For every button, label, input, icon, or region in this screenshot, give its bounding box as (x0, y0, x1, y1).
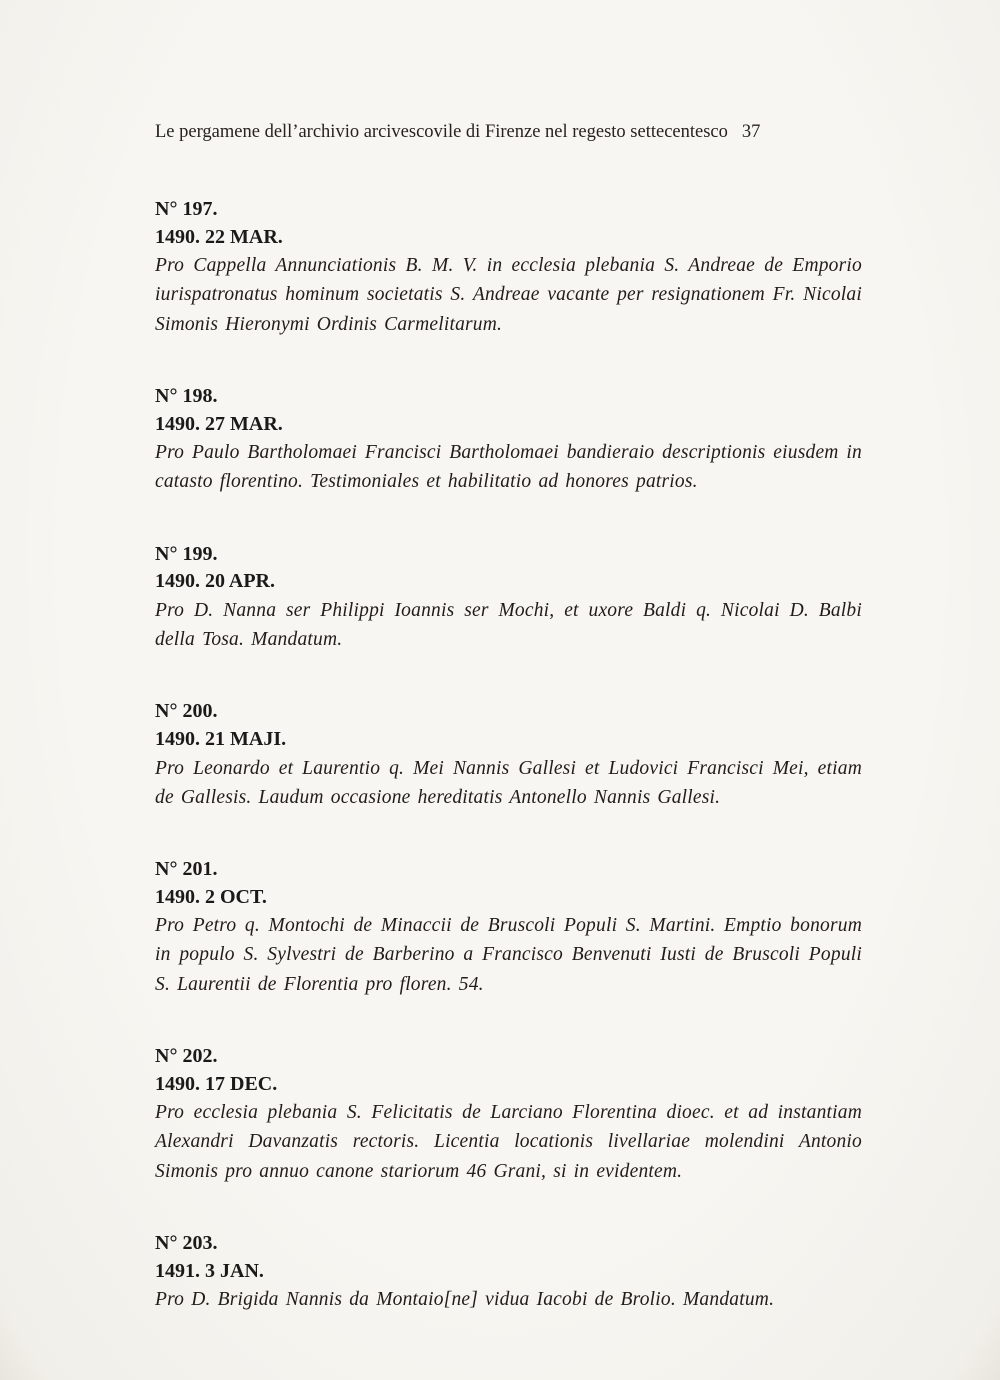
regesto-entry-199 (155, 541, 862, 655)
entry-date: 1491. 3 JAN. (155, 1259, 264, 1282)
entry-date: 1490. 20 APR. (155, 570, 275, 593)
entry-description: Pro ecclesia plebania S. Felicitatis de Larciano Florentina dioec. et ad instantiam Alexandri Davanzatis rectoris. Licentia locationis livellariae molendini Antonio Simonis pro annuo canone stariorum 46 Grani, si in evidentem. (155, 1102, 862, 1182)
running-header (155, 120, 862, 144)
entry-description: Pro Cappella Annunciationis B. M. V. in ecclesia plebania S. Andreae de Emporio iurispatronatus hominum societatis S. Andreae vacante per resignationem Fr. Nicolai Simonis Hieronymi Ordinis Carmelitarum. (155, 255, 862, 335)
entry-description: Pro Paulo Bartholomaei Francisci Bartholomaei bandieraio descriptionis eiusdem in catasto florentino. Testimoniales et habilitatio ad honores patrios. (155, 442, 862, 493)
entry-number: N° 200. (155, 700, 218, 723)
regesto-entry-197 (155, 196, 862, 339)
entry-date: 1490. 21 MAJI. (155, 727, 287, 750)
running-header-title: Le pergamene dell’archivio arcivescovile di Firenze nel regesto settecentesco (155, 122, 728, 142)
entry-number: N° 203. (155, 1231, 218, 1254)
entry-description: Pro Leonardo et Laurentio q. Mei Nannis Gallesi et Ludovici Francisci Mei, etiam de Gallesis. Laudum occasione hereditatis Antonello Nannis Gallesi. (155, 757, 862, 808)
entry-date: 1490. 17 DEC. (155, 1072, 278, 1095)
entry-number: N° 197. (155, 198, 218, 221)
entry-description: Pro D. Brigida Nannis da Montaio[ne] vidua Iacobi de Brolio. Mandatum. (155, 1289, 775, 1311)
regesto-entry-202 (155, 1043, 862, 1186)
entry-number: N° 198. (155, 384, 218, 407)
regesto-entry-203 (155, 1230, 862, 1314)
entry-date: 1490. 2 OCT. (155, 885, 267, 908)
entry-number: N° 201. (155, 858, 218, 881)
entry-description: Pro D. Nanna ser Philippi Ioannis ser Mochi, et uxore Baldi q. Nicolai D. Balbi della Tosa. Mandatum. (155, 599, 862, 651)
entry-description: Pro Petro q. Montochi de Minaccii de Bruscoli Populi S. Martini. Emptio bonorum in populo S. Sylvestri de Barberino a Francisco Benvenuti Iusti de Bruscoli Populi S. Laurentii de Florentia pro floren. 54. (155, 915, 862, 995)
regesto-entry-200 (155, 698, 862, 812)
entry-date: 1490. 22 MAR. (155, 225, 283, 248)
regesto-entry-201 (155, 856, 862, 999)
entry-date: 1490. 27 MAR. (155, 412, 283, 435)
page-number: 37 (741, 122, 761, 142)
page-content (155, 120, 862, 1358)
entry-number: N° 202. (155, 1044, 218, 1067)
entry-number: N° 199. (155, 542, 218, 565)
regesto-entry-198 (155, 383, 862, 497)
